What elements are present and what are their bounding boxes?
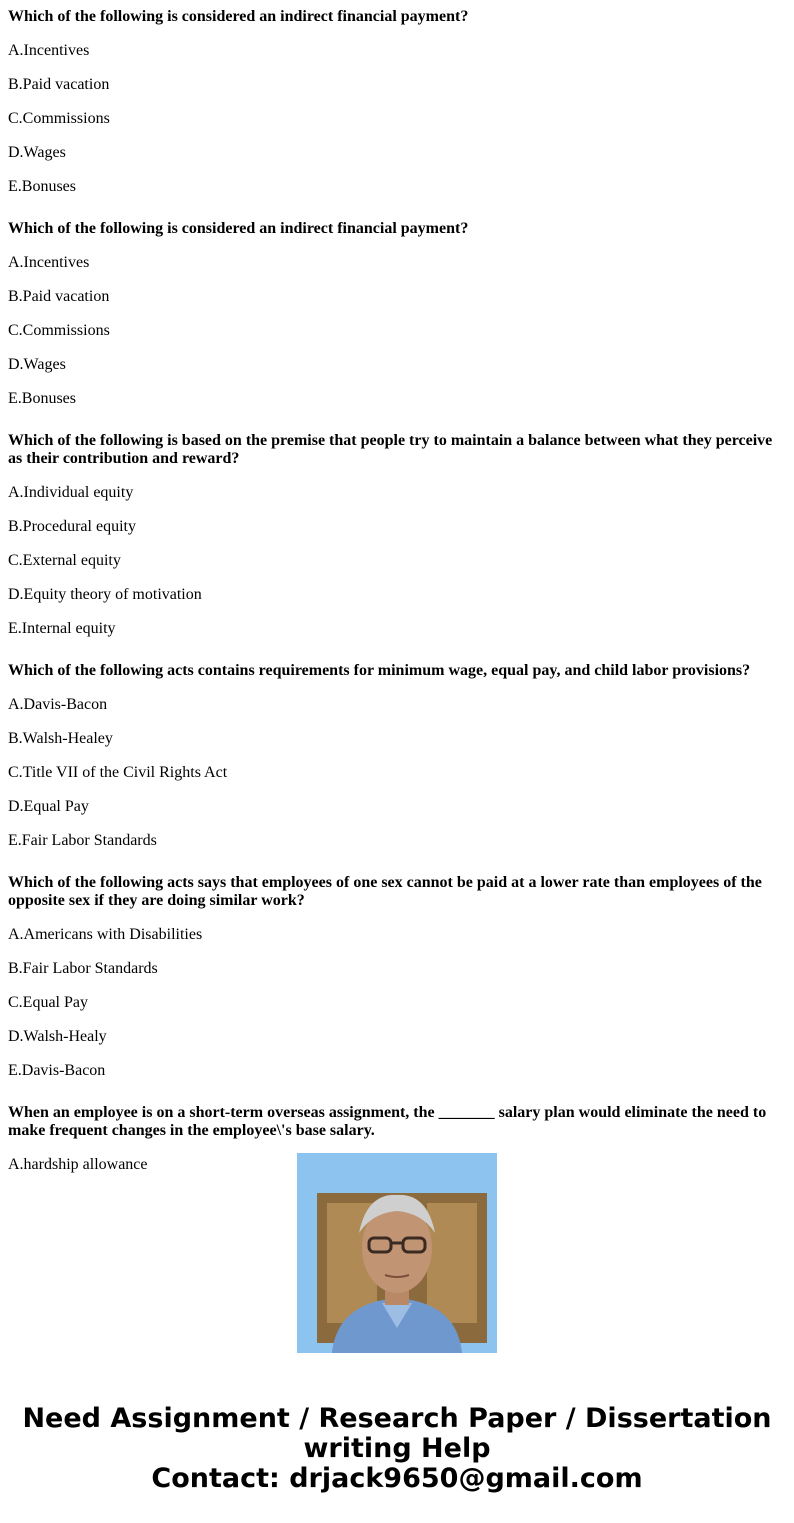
answer-option: A.Individual equity <box>8 484 134 501</box>
question-spacer <box>8 638 786 654</box>
author-avatar <box>297 1153 497 1353</box>
question-block <box>8 662 786 866</box>
answer-option: A.hardship allowance <box>8 1156 148 1173</box>
promo-line-1: Need Assignment / Research Paper / Dissertation writing Help <box>22 1403 772 1464</box>
question-text: Which of the following is based on the premise that people try to maintain a balance between what they perceive as their contribution and reward? <box>8 432 773 467</box>
answer-option: E.Bonuses <box>8 178 76 195</box>
answer-option: C.External equity <box>8 552 121 569</box>
answer-option: B.Paid vacation <box>8 288 110 305</box>
answer-option: B.Paid vacation <box>8 76 110 93</box>
answer-option: C.Equal Pay <box>8 994 88 1011</box>
answer-option: C.Commissions <box>8 322 110 339</box>
question-text: When an employee is on a short-term overseas assignment, the _______ salary plan would eliminate the need to make frequent changes in the employee\'s base salary. <box>8 1104 767 1139</box>
question-spacer <box>8 850 786 866</box>
question-spacer <box>8 196 786 212</box>
promo-footer <box>0 1122 794 1523</box>
question-text: Which of the following is considered an indirect financial payment? <box>8 8 469 25</box>
answer-option: A.Americans with Disabilities <box>8 926 203 943</box>
answer-option: D.Wages <box>8 356 66 373</box>
answer-option: E.Davis-Bacon <box>8 1062 106 1079</box>
answer-option: A.Davis-Bacon <box>8 696 108 713</box>
answer-option: D.Equal Pay <box>8 798 89 815</box>
question-block <box>8 220 786 424</box>
answer-option: D.Walsh-Healy <box>8 1028 107 1045</box>
answer-option: B.Procedural equity <box>8 518 136 535</box>
answer-option: C.Commissions <box>8 110 110 127</box>
answer-option: B.Walsh-Healey <box>8 730 113 747</box>
answer-option: E.Fair Labor Standards <box>8 832 157 849</box>
promo-text <box>0 1404 794 1494</box>
answer-option: A.Incentives <box>8 254 90 271</box>
answer-option: E.Internal equity <box>8 620 116 637</box>
answer-option: D.Wages <box>8 144 66 161</box>
author-portrait-image <box>297 1153 497 1353</box>
answer-option: E.Bonuses <box>8 390 76 407</box>
question-text: Which of the following acts says that employees of one sex cannot be paid at a lower rate than employees of the opposite sex if they are doing similar work? <box>8 874 762 909</box>
answer-option: D.Equity theory of motivation <box>8 586 202 603</box>
question-block <box>8 432 786 654</box>
question-text: Which of the following acts contains requirements for minimum wage, equal pay, and child labor provisions? <box>8 662 751 679</box>
promo-line-2: Contact: drjack9650@gmail.com <box>151 1463 643 1494</box>
question-spacer <box>8 1080 786 1096</box>
answer-option: A.Incentives <box>8 42 90 59</box>
question-block <box>8 8 786 212</box>
question-text: Which of the following is considered an indirect financial payment? <box>8 220 469 237</box>
answer-option: C.Title VII of the Civil Rights Act <box>8 764 228 781</box>
question-list <box>8 0 786 1173</box>
answer-option: B.Fair Labor Standards <box>8 960 158 977</box>
question-spacer <box>8 408 786 424</box>
question-block <box>8 874 786 1096</box>
